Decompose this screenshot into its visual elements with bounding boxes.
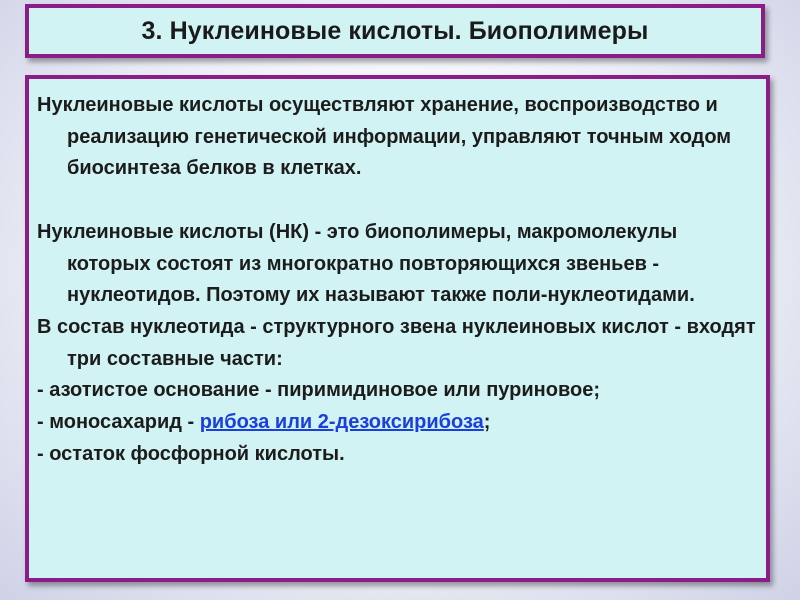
monosaccharide-suffix: ;: [483, 411, 491, 434]
ribose-link[interactable]: рибоза или 2-дезоксирибоза: [199, 411, 484, 434]
paragraph-nucleic-acids-function: Нуклеиновые кислоты осуществляют хранение, воспроизводство и реализацию генетической информации, управляют точным ходом биосинтеза белков в клетках.: [37, 94, 732, 180]
list-item-nitrogenous-base: - азотистое основание - пиримидиновое или пуриновое;: [37, 379, 601, 402]
monosaccharide-prefix: - моносахарид -: [37, 411, 200, 434]
title-box: [25, 4, 765, 58]
paragraph-nucleotide-composition: В состав нуклеотида - структурного звена нуклеиновых кислот - входят три составные части:: [37, 315, 756, 370]
list-item-monosaccharide: [37, 407, 758, 439]
paragraph-nucleic-acids-definition: Нуклеиновые кислоты (НК) - это биополимеры, макромолекулы которых состоят из многократно повторяющихся звеньев - нуклеотидов. Поэтому их называют также поли-нуклеотидами.: [37, 220, 695, 307]
paragraph-spacer: [37, 185, 758, 217]
slide-title: 3. Нуклеиновые кислоты. Биополимеры: [141, 16, 649, 45]
content-box: [25, 75, 770, 582]
list-item-phosphate: - остаток фосфорной кислоты.: [37, 442, 345, 465]
